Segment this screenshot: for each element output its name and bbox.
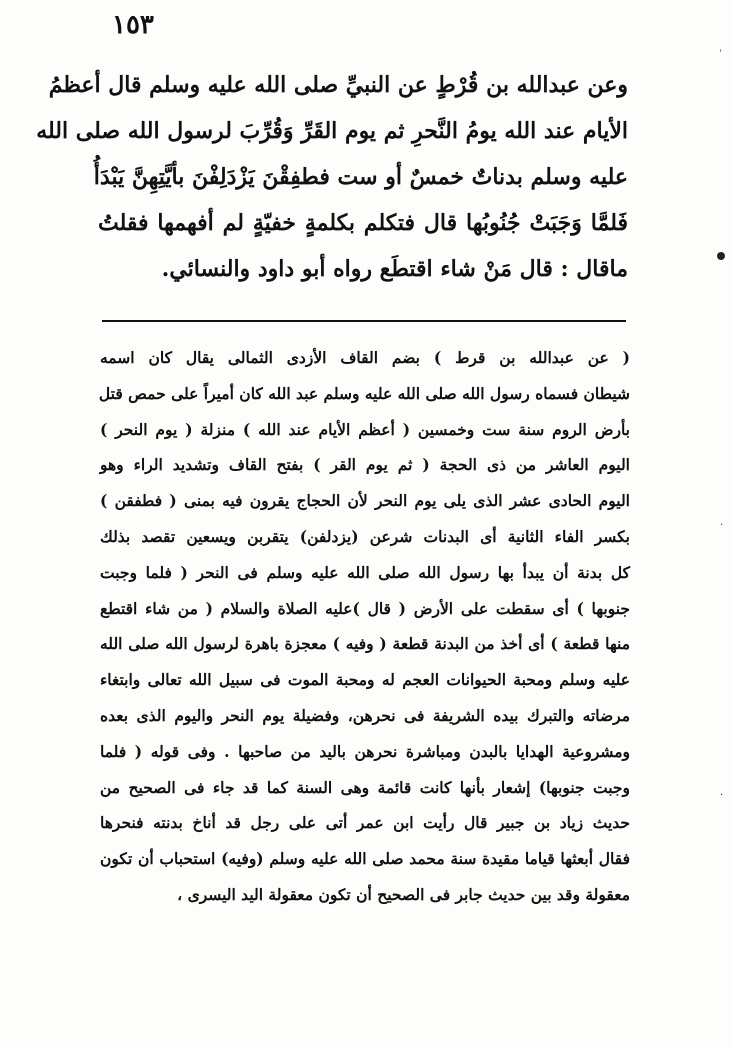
commentary-line: بأرض الروم سنة ست وخمسين ( أعظم الأيام عند الله ) منزلة ( يوم النحر ) xyxy=(100,419,630,439)
commentary-line: حديث زياد بن جبير قال رأيت ابن عمر أتى على رجل قد أناخ بدنته فنحرها xyxy=(100,813,630,833)
commentary-line: بكسر الفاء الثانية أى البدنات شرعن (يزدلفن) يتقربن ويسعين تقصد بذلك xyxy=(100,526,630,546)
section-divider xyxy=(102,320,626,322)
ink-blot xyxy=(717,252,725,260)
hadith-text-block xyxy=(36,62,628,292)
hadith-line: وعن عبدالله بن قُرْطٍ عن النبيِّ صلى الله عليه وسلم قال أعظمُ xyxy=(48,72,628,98)
commentary-line: اليوم الحادى عشر الذى يلى يوم النحر لأن الحجاج يقرون فيه بمنى ( فطفقن ) xyxy=(100,491,630,511)
commentary-line: منها قطعة ) أى أخذ من البدنة قطعة ( وفيه ) معجزة باهرة لرسول الله صلى الله xyxy=(100,634,630,654)
commentary-line: كل بدنة أن يبدأ بها رسول الله صلى الله عليه وسلم فى النحر ( فلما وجبت xyxy=(100,562,630,582)
commentary-line: وجبت جنوبها) إشعار بأنها كانت قائمة وهى السنة كما قد جاء فى الصحيح من xyxy=(100,777,630,797)
hadith-line: عليه وسلم بدناتٌ خمسٌ أو ست فطفِقْنَ يَزْدَلِفْنَ بأيَّتِهِنَّ يَبْدَأُ xyxy=(93,164,628,190)
commentary-text-block xyxy=(100,340,630,913)
commentary-line: مرضاته والتبرك بيده الشريفة فى نحرهن، وفضيلة يوم النحر واليوم الذى بعده xyxy=(100,705,630,725)
commentary-line: ومشروعية الهدايا بالبدن ومباشرة نحرهن باليد من صاحبها . وفى قوله ( فلما xyxy=(100,741,630,761)
commentary-line: فقال أبعثها قياما مقيدة سنة محمد صلى الله عليه وسلم (وفيه) استحباب أن تكون xyxy=(100,849,630,869)
edge-mark-lower: · xyxy=(720,790,724,801)
hadith-line: فَلمَّا وَجَبَتْ جُنُوبُها قال فتكلم بكلمةٍ خفيّةٍ لم أفهمها فقلتُ xyxy=(98,210,628,236)
commentary-line: عليه وسلم ومحبة الحيوانات العجم له ومحبة الموت فى سبيل الله تعالى وابتغاء xyxy=(100,670,630,690)
commentary-line: شيطان فسماه رسول الله صلى الله عليه وسلم عبد الله كان أميراً على حمص قتل xyxy=(98,383,630,403)
commentary-line: معقولة وقد بين حديث جابر فى الصحيح أن تكون معقولة اليد اليسرى ، xyxy=(177,884,630,904)
edge-mark-middle: · xyxy=(720,520,724,531)
hadith-line: الأيام عند الله يومُ النَّحرِ ثم يوم القَرِّ وَقُرِّبَ لرسول الله صلى الله xyxy=(36,118,628,144)
commentary-line: جنوبها ) أى سقطت على الأرض ( قال )عليه الصلاة والسلام ( من شاء اقتطع xyxy=(100,598,630,618)
page-number: ١٥٣ xyxy=(112,10,154,40)
commentary-line: ( عن عبدالله بن قرط ) بضم القاف الأزدى الثمالى يقال كان اسمه xyxy=(100,348,630,367)
hadith-line: ماقال : قال مَنْ شاء اقتطَع رواه أبو داود والنسائي. xyxy=(161,256,628,282)
commentary-line: اليوم العاشر من ذى الحجة ( ثم يوم القر ) بفتح القاف وتشديد الراء وهو xyxy=(100,455,630,475)
